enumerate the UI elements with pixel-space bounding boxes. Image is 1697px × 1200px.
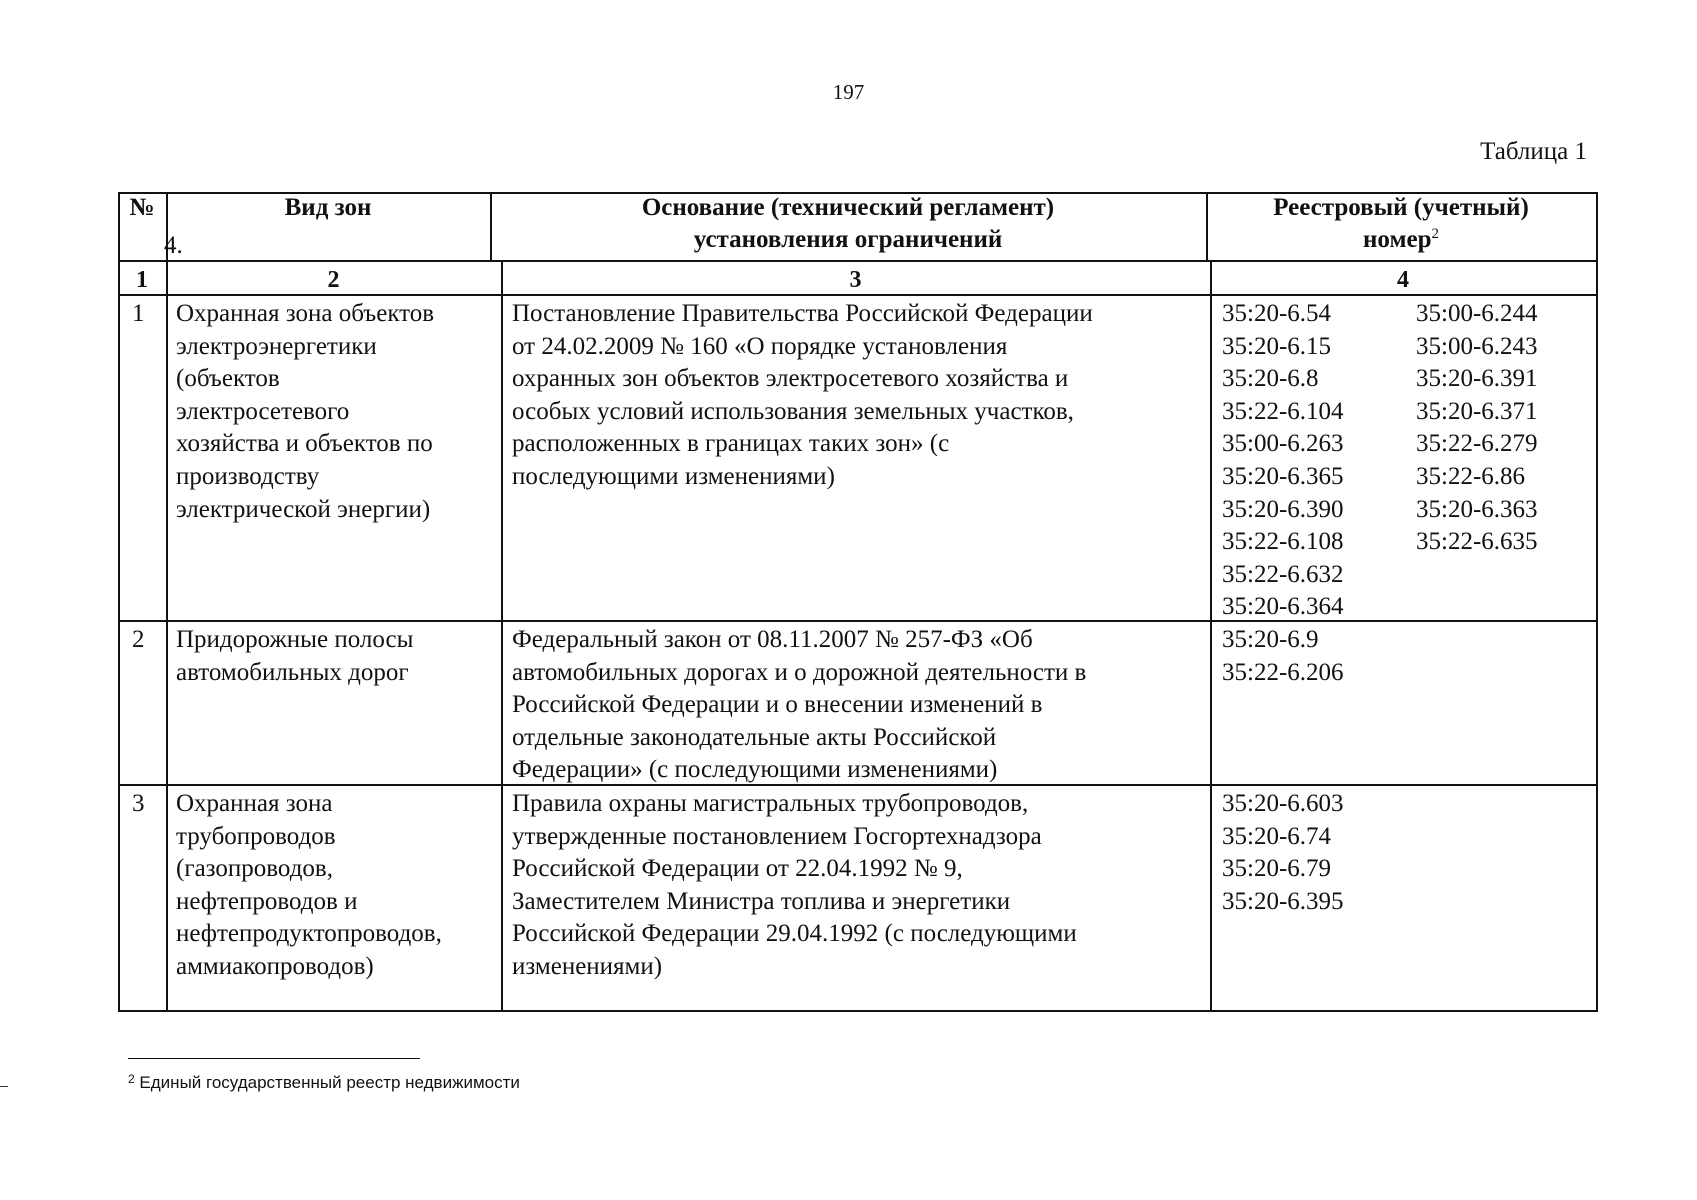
row-2-basis: Федеральный закон от 08.11.2007 № 257-ФЗ «Об автомобильных дорогах и о дорожной деятельности в Российской Федерации и о внесении изменений в отдельные законодательные акты Российской Федерации» (с последующими изменениями) bbox=[512, 626, 1087, 784]
registry-number: 35:20-6.8 bbox=[1222, 365, 1319, 393]
header-col-basis bbox=[490, 192, 1206, 256]
header-col-basis-line1: Основание (технический регламент) bbox=[641, 194, 1055, 221]
registry-number: 35:20-6.391 bbox=[1416, 365, 1538, 393]
row-1-registry-col2 bbox=[1416, 298, 1538, 559]
row-2-registry-col1 bbox=[1222, 624, 1344, 689]
registry-number: 35:20-6.364 bbox=[1222, 593, 1344, 621]
column-number-2: 2 bbox=[327, 267, 340, 293]
header-col-registry-line1: Реестровый (учетный) bbox=[1273, 194, 1529, 221]
registry-number: 35:20-6.54 bbox=[1222, 300, 1332, 327]
row-2-no: 2 bbox=[132, 626, 145, 653]
registry-number: 35:22-6.86 bbox=[1416, 462, 1526, 490]
row-3-no: 3 bbox=[132, 790, 145, 817]
row-1-zone: Охранная зона объектов электроэнергетики (объектов электросетевого хозяйства и объектов по производству электрической энергии) bbox=[176, 300, 435, 523]
registry-number: 35:22-6.206 bbox=[1222, 658, 1344, 686]
registry-number: 35:20-6.15 bbox=[1222, 332, 1332, 360]
row-3-basis: Правила охраны магистральных трубопроводов, утвержденные постановлением Госгортехнадзора Российской Федерации от 22.04.1992 № 9, Заместителем Министра топлива и энергетики Российской Федерации 29.04.1992 (с последующими изменениями) bbox=[512, 790, 1077, 980]
header-col-zone: Вид зон bbox=[284, 194, 372, 221]
row-1-no: 1 bbox=[132, 300, 145, 327]
table-border-right bbox=[1596, 192, 1598, 1012]
registry-number: 35:00-6.263 bbox=[1222, 430, 1344, 458]
footnote-rule bbox=[128, 1058, 420, 1059]
registry-number: 35:20-6.79 bbox=[1222, 855, 1332, 883]
page-number: 197 bbox=[832, 80, 865, 104]
registry-number: 35:20-6.603 bbox=[1222, 790, 1344, 817]
row-2-zone: Придорожные полосы автомобильных дорог bbox=[176, 626, 414, 686]
table-row1-bottom bbox=[118, 620, 1598, 622]
registry-number: 35:20-6.74 bbox=[1222, 822, 1332, 850]
header-col-no: № bbox=[129, 194, 155, 221]
table-header-bottom bbox=[118, 260, 1598, 262]
registry-number: 35:20-6.363 bbox=[1416, 495, 1538, 523]
registry-number: 35:20-6.390 bbox=[1222, 495, 1344, 523]
table-border-left bbox=[118, 192, 120, 1012]
footnote-mark: 2 bbox=[128, 1072, 135, 1086]
registry-number: 35:22-6.108 bbox=[1222, 528, 1344, 556]
margin-tick bbox=[0, 1086, 8, 1087]
row-3-registry-col1 bbox=[1222, 788, 1344, 918]
header-col-basis-line2: установления ограничений bbox=[693, 226, 1003, 253]
table-caption: Таблица 1 bbox=[1480, 138, 1587, 165]
table-border-bottom bbox=[118, 1010, 1598, 1012]
row-1-basis: Постановление Правительства Российской Федерации от 24.02.2009 № 160 «О порядке установления охранных зон объектов электросетевого хозяйства и особых условий использования земельных участков, расположенных в границах таких зон» (с последующими изменениями) bbox=[512, 300, 1093, 490]
header-col-registry bbox=[1206, 192, 1596, 256]
table-border-col3b bbox=[1210, 262, 1212, 1012]
table-border-col2b bbox=[501, 262, 503, 1012]
registry-number: 35:20-6.395 bbox=[1222, 887, 1344, 915]
row-3-zone: Охранная зона трубопроводов (газопроводов, нефтепроводов и нефтепродуктопроводов, аммиакопроводов) bbox=[176, 790, 442, 980]
registry-number: 35:20-6.365 bbox=[1222, 462, 1344, 490]
registry-number: 35:22-6.104 bbox=[1222, 397, 1344, 425]
footnote bbox=[128, 1072, 520, 1094]
zones-table bbox=[118, 192, 1598, 1012]
header-col-registry-line2: номер bbox=[1363, 226, 1432, 253]
header-footnote-mark: 2 bbox=[1431, 226, 1439, 242]
registry-number: 35:22-6.279 bbox=[1416, 430, 1538, 458]
registry-number: 35:22-6.632 bbox=[1222, 560, 1344, 588]
table-border-col1 bbox=[166, 192, 168, 1012]
column-number-3: 3 bbox=[849, 267, 862, 293]
registry-number: 35:00-6.244 bbox=[1416, 300, 1538, 327]
registry-number: 35:20-6.371 bbox=[1416, 397, 1538, 425]
header-col-registry-line2-wrap bbox=[1206, 224, 1596, 256]
registry-number: 35:20-6.9 bbox=[1222, 626, 1319, 653]
registry-number: 35:00-6.243 bbox=[1416, 332, 1538, 360]
header-col-no-stray: 4. bbox=[164, 232, 183, 259]
footnote-text: Единый государственный реестр недвижимости bbox=[139, 1073, 520, 1092]
column-number-4: 4 bbox=[1397, 267, 1409, 293]
column-number-1: 1 bbox=[136, 267, 148, 293]
registry-number: 35:22-6.635 bbox=[1416, 528, 1538, 556]
row-1-registry-col1 bbox=[1222, 298, 1344, 624]
